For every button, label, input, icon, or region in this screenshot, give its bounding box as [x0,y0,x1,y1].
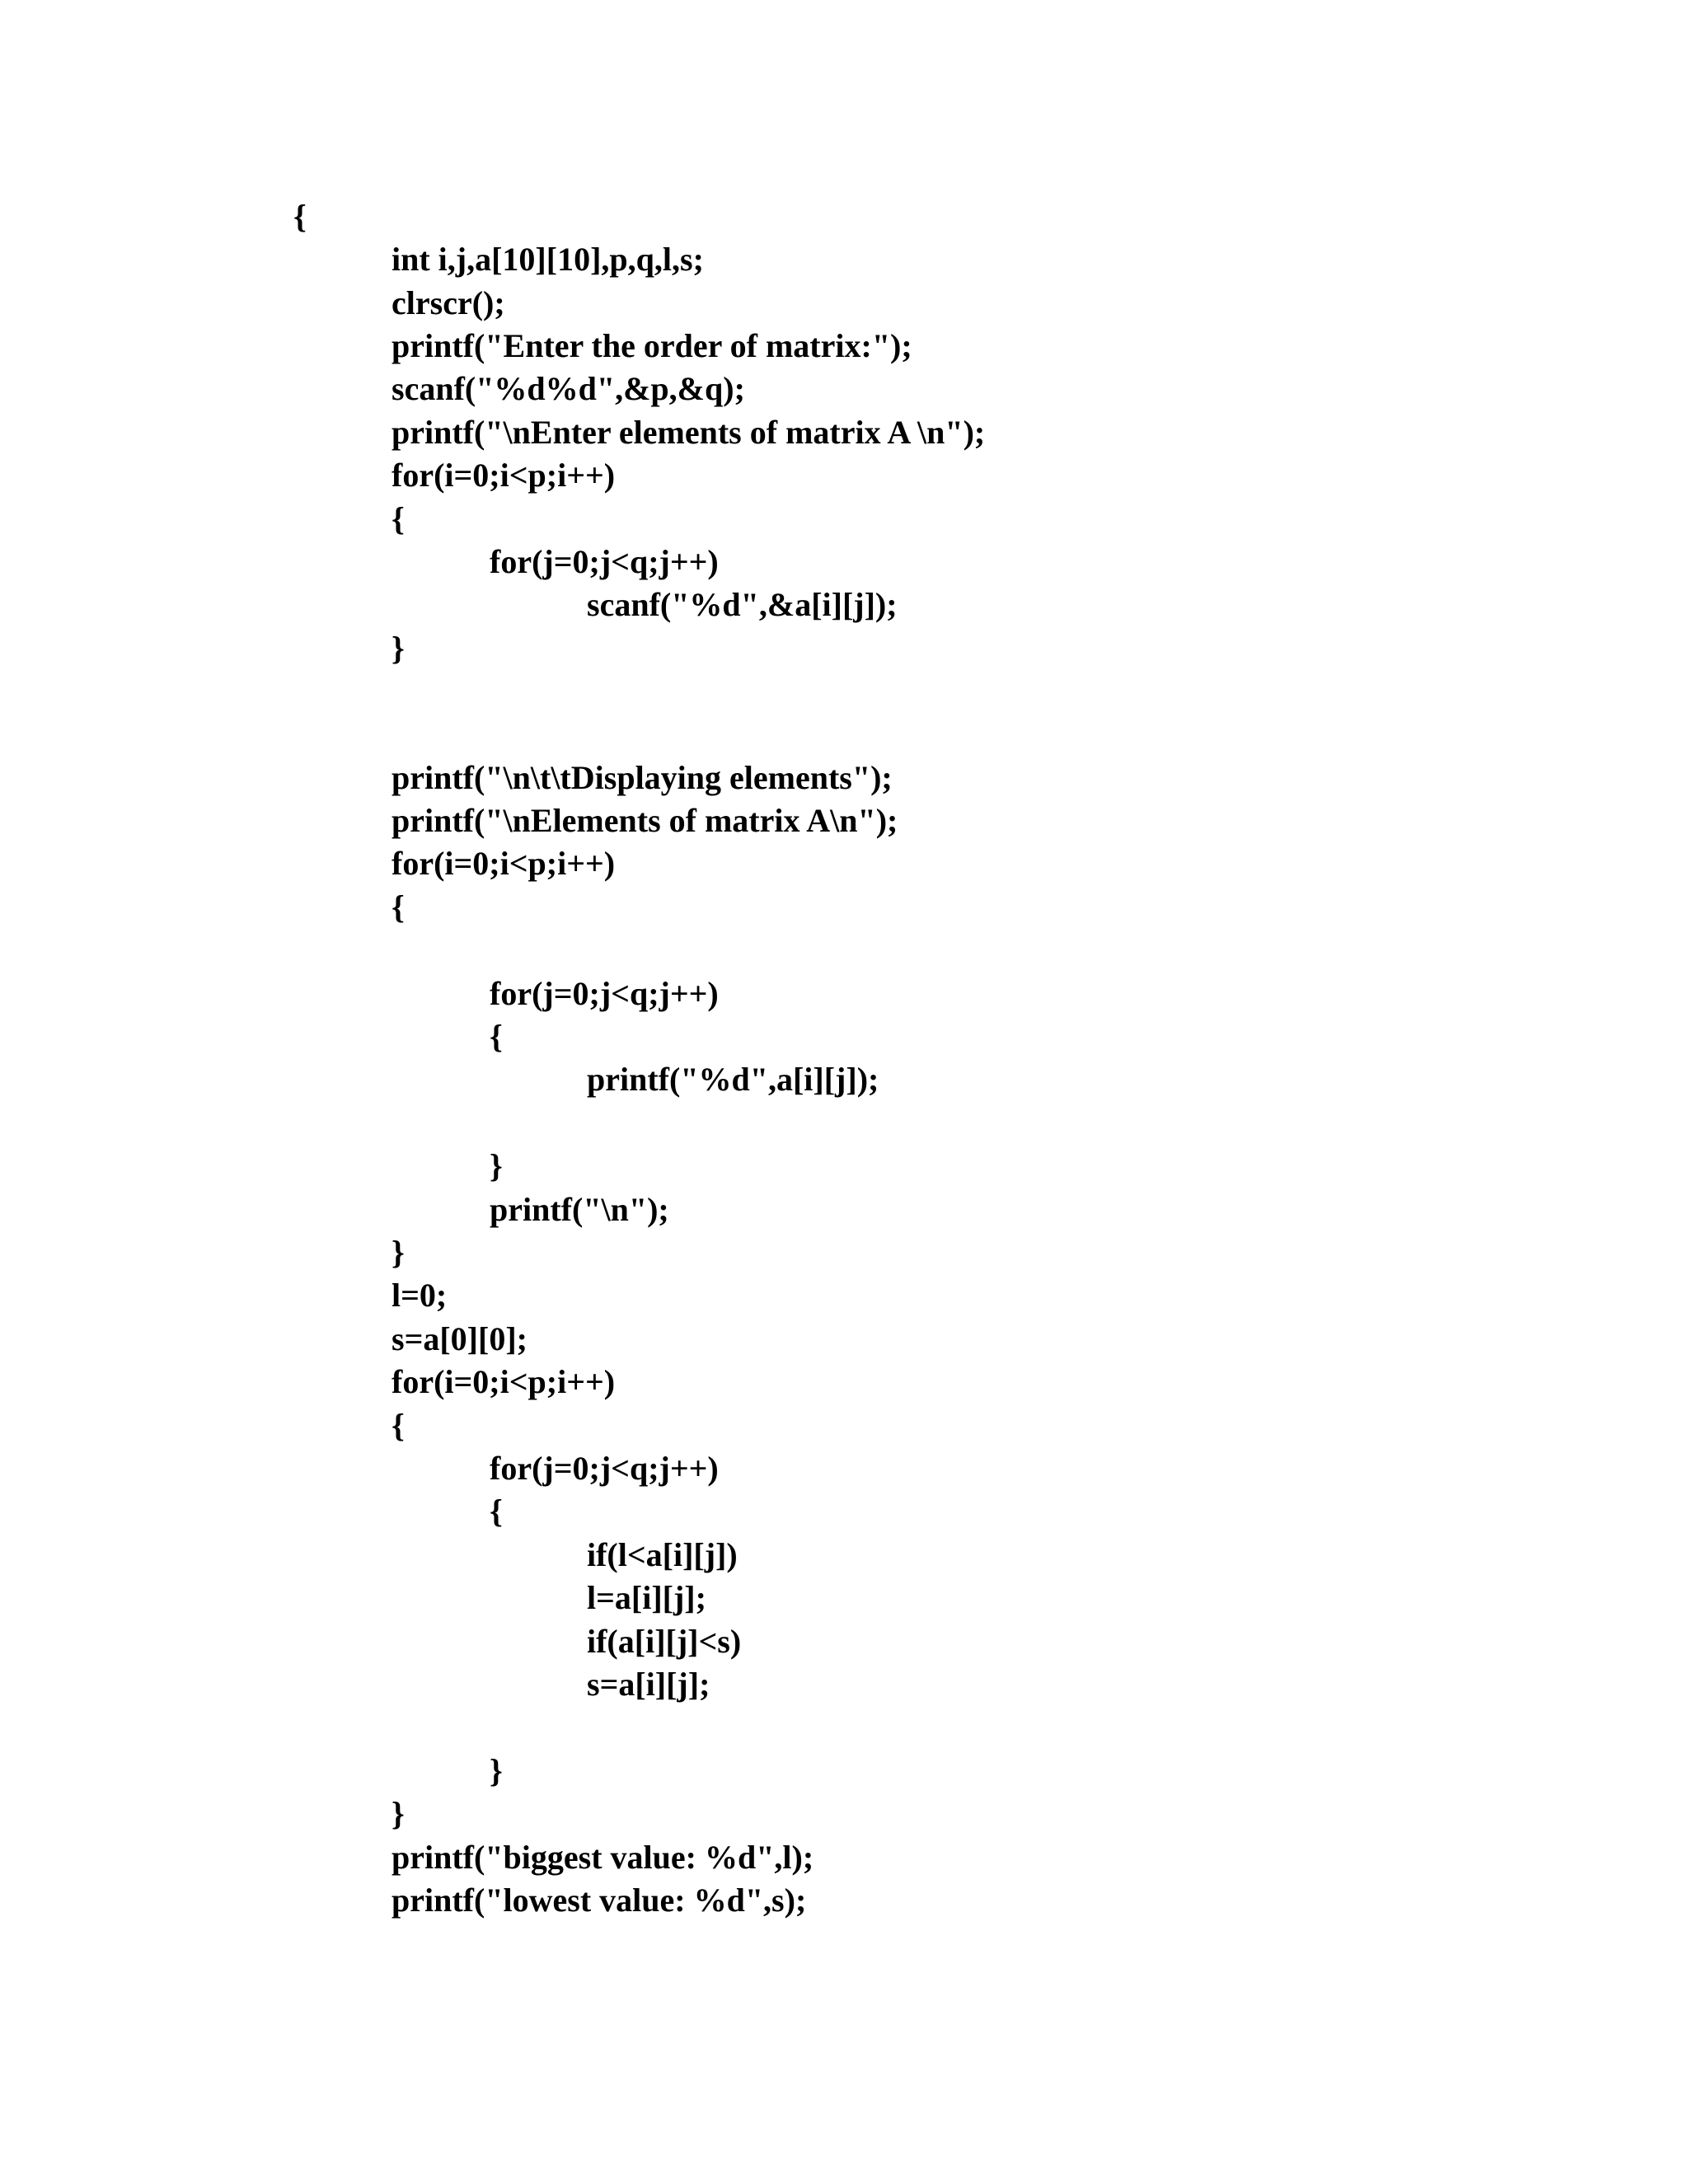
code-line: { [490,1018,503,1055]
code-line: { [392,1407,405,1444]
code-line: for(i=0;i<p;i++) [392,1363,616,1400]
code-line: { [490,1493,503,1530]
code-line: l=a[i][j]; [587,1579,706,1616]
code-line: { [293,198,307,235]
code-line: for(i=0;i<p;i++) [392,845,616,882]
code-line: } [392,1795,405,1832]
code-line: clrscr(); [392,284,505,321]
code-line: } [392,1234,405,1271]
code-line: if(l<a[i][j]) [587,1536,738,1573]
code-line: printf("biggest value: %d",l); [392,1839,814,1876]
code-line: } [392,630,405,667]
code-line: printf("lowest value: %d",s); [392,1882,807,1919]
code-line: s=a[0][0]; [392,1320,528,1357]
code-line: } [490,1147,503,1184]
code-line: for(j=0;j<q;j++) [490,1450,719,1487]
code-line: } [490,1752,503,1789]
code-line: { [392,500,405,537]
code-line: int i,j,a[10][10],p,q,l,s; [392,241,704,278]
code-line: for(j=0;j<q;j++) [490,543,719,580]
code-line: for(j=0;j<q;j++) [490,975,719,1012]
code-line: s=a[i][j]; [587,1666,710,1703]
code-line: printf("\nEnter elements of matrix A \n"); [392,414,986,451]
code-line: printf("\n\t\tDisplaying elements"); [392,759,893,796]
code-line: scanf("%d%d",&p,&q); [392,370,745,407]
code-line: printf("Enter the order of matrix:"); [392,327,912,364]
code-line: printf("\n"); [490,1191,669,1228]
code-line: scanf("%d",&a[i][j]); [587,586,898,623]
code-line: printf("%d",a[i][j]); [587,1061,879,1098]
code-line: printf("\nElements of matrix A\n"); [392,802,898,839]
code-line: { [392,888,405,926]
code-line: for(i=0;i<p;i++) [392,457,616,494]
code-line: if(a[i][j]<s) [587,1623,742,1660]
code-line: l=0; [392,1277,448,1314]
